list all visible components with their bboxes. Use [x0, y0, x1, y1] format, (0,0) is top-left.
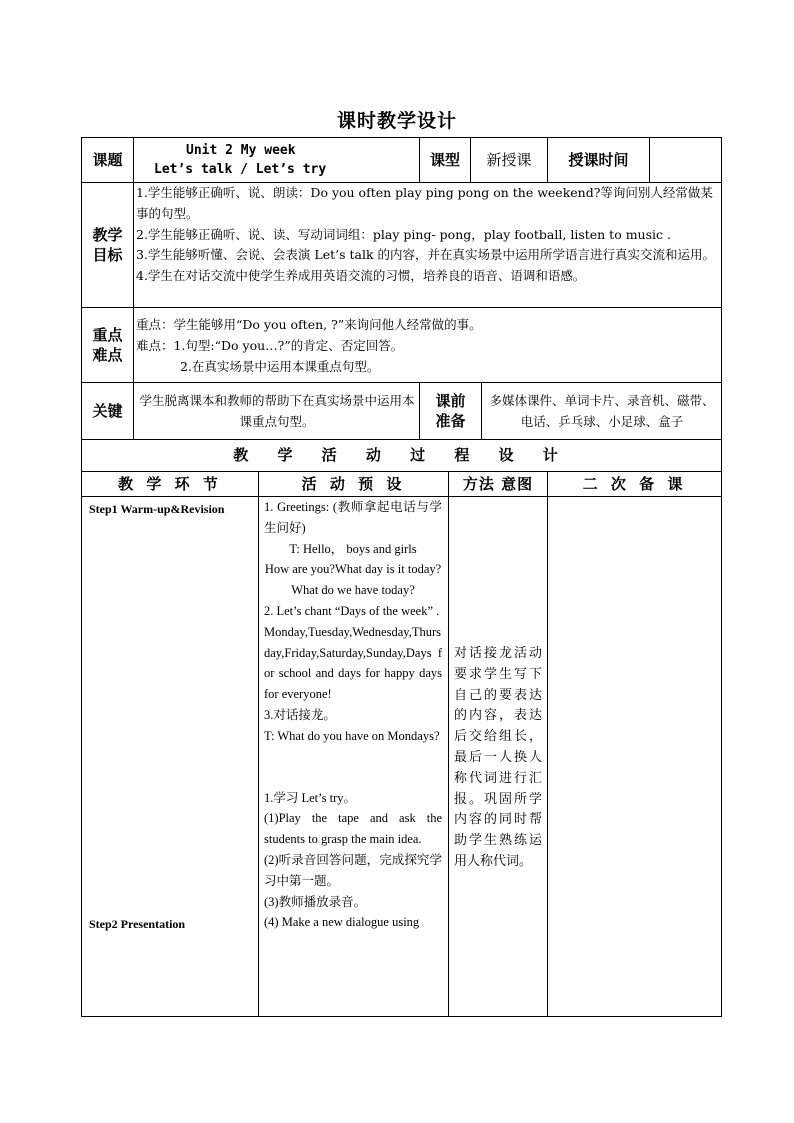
- step-warmup: Step1 Warm-up&Revision: [89, 502, 225, 516]
- col-header-stage: 教 学 环 节: [118, 474, 222, 493]
- method-intent-text: 对话接龙活动要求学生写下自己的要表达的内容，表达后交给组长，最后一人换人称代词进行汇报。巩固所学内容的同时帮助学生熟练运用人称代词。: [454, 646, 542, 869]
- lesson-time-label: 授课时间: [568, 151, 629, 169]
- activity-spacer: [264, 747, 442, 788]
- goal-item: 2.学生能够正确听、说、读、写动词词组：play ping- pong，play football, listen to music .: [136, 226, 671, 242]
- col-header-activity: 活 动 预 设: [301, 474, 406, 493]
- goal-item: 1.学生能够正确听、说、朗读：Do you often play ping pong on the weekend?等询问别人经常做某事的句型。: [136, 185, 713, 221]
- topic-line1: Unit 2 My week: [186, 143, 296, 158]
- topic-value: [134, 141, 419, 181]
- key-label: 关键: [92, 402, 123, 420]
- row-divider: [81, 382, 722, 383]
- activity-line: 1. Greetings: (教师拿起电话与学生问好): [264, 500, 442, 535]
- second-prep-cell: [548, 497, 721, 1016]
- col-divider: [258, 471, 259, 1017]
- step-presentation: Step2 Presentation: [89, 917, 186, 931]
- lesson-type-value: 新授课: [486, 150, 532, 169]
- activity-line: Monday,Tuesday,Wednesday,Thursday,Friday,Saturday,Sunday,Days for school and days for happy days for everyone!: [264, 624, 442, 702]
- keypoint-main: 重点：学生能够用“Do you often, ?”来询问他人经常做的事。: [136, 317, 482, 332]
- lesson-time-value: [650, 138, 721, 182]
- topic-label: 课题: [92, 151, 123, 169]
- keypoint-difficulty: 难点：1.句型:“Do you…?”的肯定、否定回答。: [136, 337, 404, 353]
- activity-line: How are you?What day is it today?What do we have today?: [264, 562, 442, 598]
- process-header: 教 学 活 动 过 程 设 计: [233, 446, 570, 465]
- col-header-method: 方法 意图: [462, 474, 534, 493]
- col-divider: [133, 137, 134, 439]
- activity-line: T: What do you have on Mondays?: [264, 728, 440, 743]
- activity-line: 3.对话接龙。: [264, 707, 336, 722]
- col-divider: [481, 382, 482, 439]
- goals-label: 教学目标: [92, 226, 123, 264]
- activity-line: (2)听录音回答问题，完成探究学习中第一题。: [264, 852, 442, 888]
- activity-line: 2. Let’s chant “Days of the week” .: [264, 603, 440, 618]
- keypoint-difficulty-2: 2.在真实场景中运用本课重点句型。: [180, 358, 380, 374]
- activity-line: (1)Play the tape and ask the students to grasp the main idea.: [264, 811, 442, 847]
- prep-text: 多媒体课件、单词卡片、录音机、磁带、电话、乒乓球、小足球、盒子: [489, 393, 715, 429]
- keypoints-text: [136, 315, 718, 379]
- keypoints-label: 重点难点: [92, 326, 123, 364]
- prep-label: 课前准备: [435, 392, 466, 430]
- activity-line: (4) Make a new dialogue using: [264, 915, 420, 930]
- activities-text: [264, 497, 442, 1015]
- activity-line: (3)教师播放录音。: [264, 894, 367, 909]
- lesson-type-label: 课型: [429, 151, 460, 169]
- goal-item: 3.学生能够听懂、会说、会表演 Let’s talk 的内容，并在真实场景中运用所学语言进行真实交流和运用。: [136, 247, 716, 263]
- col-divider: [448, 471, 449, 1017]
- page-title: 课时教学设计: [336, 110, 457, 132]
- key-text: 学生脱离课本和教师的帮助下在真实场景中运用本课重点句型。: [139, 393, 415, 429]
- row-divider: [81, 307, 722, 308]
- goals-list: [136, 183, 718, 307]
- activity-line: 1.学习 Let’s try。: [264, 790, 357, 805]
- activity-line: T: Hello， boys and girls: [289, 541, 417, 556]
- goal-item: 4.学生在对话交流中使学生养成用英语交流的习惯，培养良的语音、语调和语感。: [136, 268, 586, 284]
- topic-line2: Let’s talk / Let’s try: [154, 162, 327, 177]
- col-header-second-prep: 二 次 备 课: [582, 474, 687, 493]
